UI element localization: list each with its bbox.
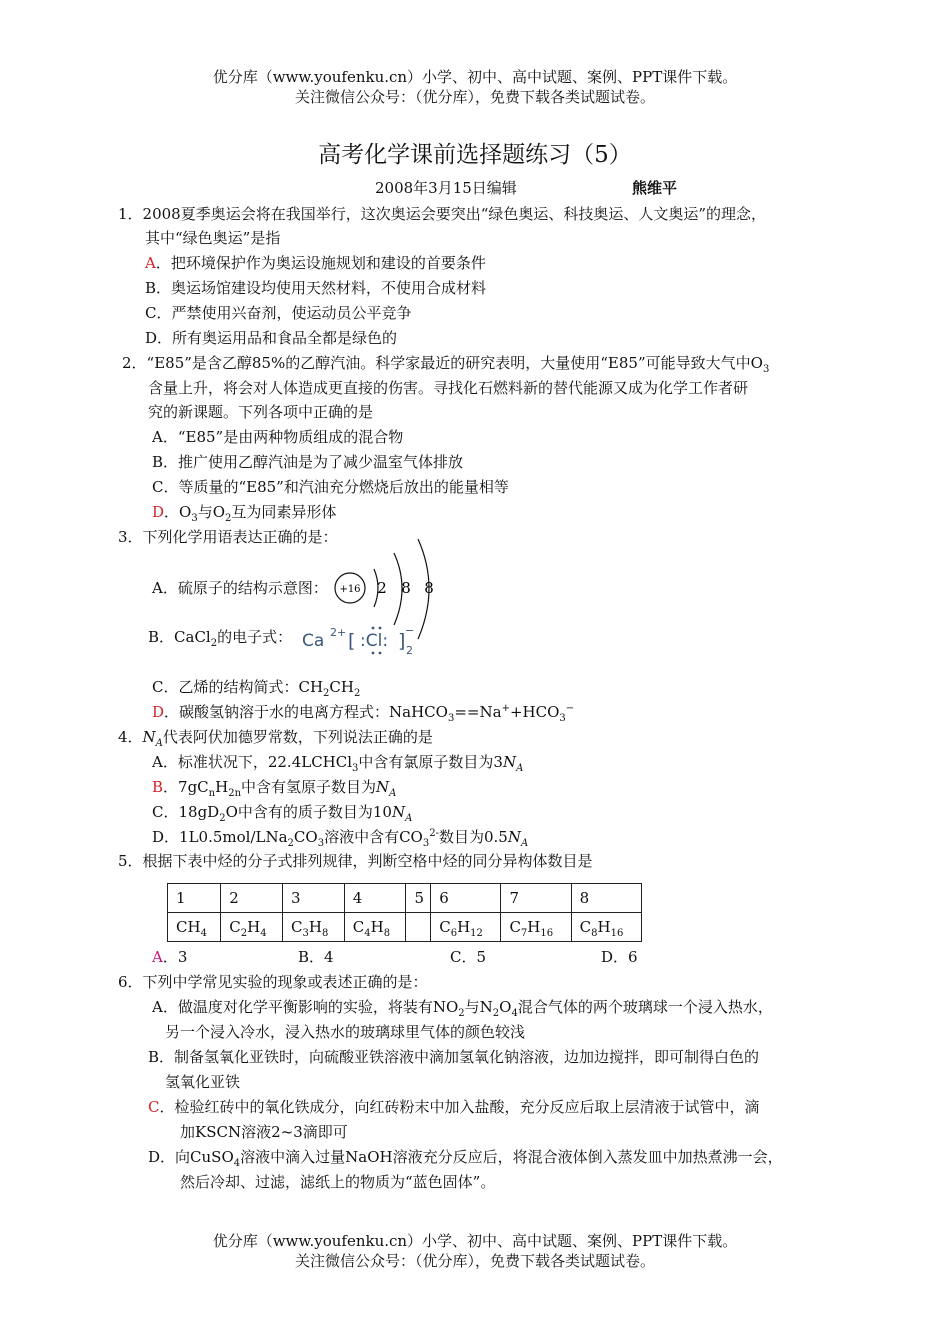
- answer-letter: C: [148, 1098, 160, 1116]
- table-cell: $CH_4$: [168, 913, 221, 942]
- q2-stem-3: 究的新课题。下列各项中正确的是: [148, 403, 374, 421]
- shell-electrons-2: 8: [401, 579, 411, 597]
- q4-option-b: B．$7gC_nH_{2n}$中含有氢原子数目为$N_A$: [152, 778, 397, 799]
- q1-option-b: B．奥运场馆建设均使用天然材料，不使用合成材料: [145, 279, 487, 297]
- answer-letter: A: [145, 254, 156, 272]
- hydrocarbon-table: [167, 883, 642, 942]
- footer-line-2: 关注微信公众号：（优分库），免费下载各类试题试卷。: [294, 1252, 655, 1270]
- table-cell: 1: [168, 884, 221, 913]
- answer-letter: A: [152, 948, 163, 966]
- author: 熊维平: [632, 179, 678, 197]
- q5-stem: 5．根据下表中烃的分子式排列规律，判断空格中烃的同分异构体数目是: [118, 852, 593, 870]
- q3-option-b: B．CaCl$_2$的电子式：: [148, 628, 293, 649]
- table-cell: $C_7H_{16}$: [501, 913, 571, 942]
- table-cell: 4: [344, 884, 406, 913]
- q6-option-d-line-2: 然后冷却、过滤，滤纸上的物质为“蓝色固体”。: [180, 1173, 496, 1191]
- table-cell-blank: [406, 913, 431, 942]
- q2-option-b: B．推广使用乙醇汽油是为了减少温室气体排放: [152, 453, 464, 471]
- answer-letter: D: [152, 503, 165, 521]
- cacl2-electron-formula: [300, 620, 422, 660]
- q6-option-d-line-1: D．向CuSO$_4$溶液中滴入过量NaOH溶液充分反应后，将混合液体倒入蒸发皿中加热煮沸一会，: [148, 1148, 783, 1169]
- table-cell: $C_8H_{16}$: [571, 913, 641, 942]
- ca-charge: 2+: [330, 626, 347, 639]
- q4-option-c: C．$18gD_2O$中含有的质子数目为$10N_A$: [152, 803, 413, 824]
- electron-dot: [379, 627, 382, 630]
- q6-option-a-line-1: A．做温度对化学平衡影响的实验，将装有$NO_2$与$N_2O_4$混合气体的两个玻璃球一个浸入热水，: [152, 998, 773, 1019]
- q6-option-b-line-1: B．制备氢氧化亚铁时，向硫酸亚铁溶液中滴加氢氧化钠溶液，边加边搅拌，即可制得白色的: [148, 1048, 760, 1066]
- q3-option-a: A．硫原子的结构示意图：: [152, 579, 328, 597]
- q5-option-b: B．4: [298, 948, 334, 966]
- q1-option-c: C．严禁使用兴奋剂，使运动员公平竞争: [145, 304, 412, 322]
- left-bracket: [: [348, 630, 356, 652]
- q1-stem-2: 其中“绿色奥运”是指: [145, 229, 281, 247]
- electron-dot: [372, 652, 375, 655]
- table-cell: $C_4H_8$: [344, 913, 406, 942]
- header-line-2: 关注微信公众号：（优分库），免费下载各类试题试卷。: [294, 88, 655, 106]
- q4-stem: 4．$N_A$代表阿伏加德罗常数，下列说法正确的是: [118, 728, 433, 749]
- cl-count: 2: [406, 644, 413, 657]
- shell-electrons-1: 2: [377, 579, 387, 597]
- table-row: [168, 913, 642, 942]
- q3-option-c: C．乙烯的结构简式：$CH_2CH_2$: [152, 678, 361, 699]
- q4-option-d: D．$1L0.5mol/LNa_2CO_3$溶液中含有$CO_3^{2-}$数目为$0.5N_A$: [152, 828, 529, 849]
- nucleus-charge: +16: [339, 584, 361, 595]
- answer-letter: D: [152, 703, 165, 721]
- q6-option-c-line-2: 加KSCN溶液2~3滴即可: [180, 1123, 348, 1141]
- electron-dot: [379, 652, 382, 655]
- cl-symbol: :Cl:: [360, 631, 389, 651]
- q1-stem-1: 1．2008夏季奥运会将在我国举行，这次奥运会要突出“绿色奥运、科技奥运、人文奥运”的理念，: [118, 205, 767, 223]
- table-cell: 8: [571, 884, 641, 913]
- electron-dot: [372, 627, 375, 630]
- table-cell: $C_6H_{12}$: [431, 913, 501, 942]
- q3-option-d: D．碳酸氢钠溶于水的电离方程式：$NaHCO_3==Na^++HCO_3^-$: [152, 703, 575, 724]
- q2-option-d: D．$O_3$与$O_2$互为同素异形体: [152, 503, 337, 524]
- page-title: 高考化学课前选择题练习（5）: [318, 142, 632, 168]
- cl-charge: −: [405, 624, 415, 637]
- q1-option-a: A．把环境保护作为奥运设施规划和建设的首要条件: [145, 254, 486, 272]
- q6-stem: 6．下列中学常见实验的现象或表述正确的是：: [118, 973, 428, 991]
- table-cell: $C_3H_8$: [282, 913, 344, 942]
- table-cell: 5: [406, 884, 431, 913]
- table-cell: 6: [431, 884, 501, 913]
- table-cell: 2: [221, 884, 283, 913]
- q5-option-d: D．6: [601, 948, 638, 966]
- q1-option-d: D．所有奥运用品和食品全都是绿色的: [145, 329, 398, 347]
- shell-electrons-3: 8: [424, 579, 434, 597]
- ca-symbol: Ca: [302, 631, 325, 651]
- answer-letter: B: [152, 778, 164, 796]
- q4-option-a: A．标准状况下，22.4LCHCl$_3$中含有氯原子数目为$3N_A$: [152, 753, 524, 774]
- table-cell: $C_2H_4$: [221, 913, 283, 942]
- q2-stem-1: 2．“E85”是含乙醇85%的乙醇汽油。科学家最近的研究表明，大量使用“E85”可能导致大气中$O_3$: [122, 354, 770, 375]
- q6-option-a-line-2: 另一个浸入冷水，浸入热水的玻璃球里气体的颜色较浅: [165, 1023, 526, 1041]
- q6-option-c-line-1: C．检验红砖中的氧化铁成分，向红砖粉末中加入盐酸，充分反应后取上层清液于试管中，滴: [148, 1098, 760, 1116]
- table-cell: 7: [501, 884, 571, 913]
- q3-stem: 3．下列化学用语表达正确的是：: [118, 528, 338, 546]
- q6-option-b-line-2: 氢氧化亚铁: [165, 1073, 241, 1091]
- q2-stem-2: 含量上升，将会对人体造成更直接的伤害。寻找化石燃料新的替代能源又成为化学工作者研: [148, 379, 749, 397]
- table-row: [168, 884, 642, 913]
- table-cell: 3: [282, 884, 344, 913]
- footer-line-1: 优分库（www.youfenku.cn）小学、初中、高中试题、案例、PPT课件下载。: [212, 1232, 738, 1250]
- right-bracket: ]: [398, 630, 406, 652]
- q2-option-a: A．“E85”是由两种物质组成的混合物: [152, 428, 404, 446]
- edit-date: 2008年3月15日编辑: [375, 179, 517, 197]
- header-line-1: 优分库（www.youfenku.cn）小学、初中、高中试题、案例、PPT课件下载。: [212, 68, 738, 86]
- q5-option-c: C．5: [450, 948, 487, 966]
- q5-option-a: A．3: [152, 948, 188, 966]
- q2-option-c: C．等质量的“E85”和汽油充分燃烧后放出的能量相等: [152, 478, 509, 496]
